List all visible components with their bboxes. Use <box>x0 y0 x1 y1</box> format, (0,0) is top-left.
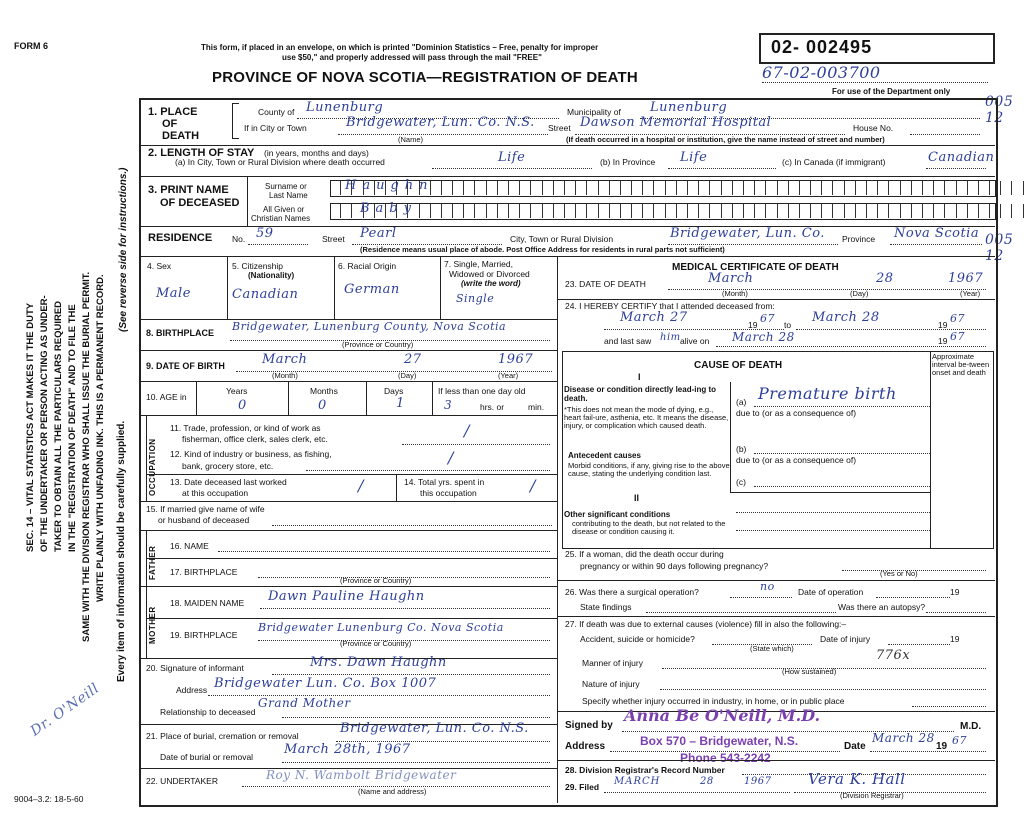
place-label-1: 1. PLACE <box>148 106 198 118</box>
stay-b-value: Life <box>680 150 708 165</box>
age-label: 10. AGE in <box>146 392 187 402</box>
due-to-b: due to (or as a consequence of) <box>736 455 857 465</box>
birthplace-label: 8. BIRTHPLACE <box>146 328 215 338</box>
findings-label: State findings <box>580 602 632 612</box>
citizenship-value: Canadian <box>232 287 299 302</box>
age-months: 0 <box>318 398 327 413</box>
manner-value: 776x <box>876 648 911 663</box>
informant-label: 20. Signature of informant <box>146 663 244 673</box>
state-which-caption: (State which) <box>750 644 794 653</box>
accident-label: Accident, suicide or homicide? <box>580 634 695 644</box>
last-saw-date: March 28 <box>732 330 795 344</box>
from-year: 67 <box>760 312 775 325</box>
street-value: Dawson Memorial Hospital <box>580 115 772 130</box>
cause-of-death-title: CAUSE OF DEATH <box>694 360 783 371</box>
dob-year-caption: (Year) <box>498 371 519 380</box>
occ-12-mark: / <box>448 448 454 467</box>
injury-year-prefix: 19 <box>950 634 960 644</box>
act-line-2: OF THE UNDERTAKER OR PERSON ACTING AS UNDER- <box>39 295 50 552</box>
informant-signature: Mrs. Dawn Haughn <box>310 655 447 670</box>
specify-label: Specify whether injury occurred in industry, in home, or in public place <box>582 696 845 706</box>
due-to-a: due to (or as a consequence of) <box>736 408 857 418</box>
margin-code-res-2: 12 <box>985 248 1004 264</box>
maiden-name-value: Dawn Pauline Haughn <box>268 589 425 604</box>
last-saw-year-prefix: 19 <box>938 336 948 346</box>
marital-label-2: Widowed or Divorced <box>449 269 530 279</box>
stay-a-label: (a) In City, Town or Rural Division where death occurred <box>175 157 385 167</box>
reverse-side-note: (See reverse side for instructions.) <box>118 167 129 332</box>
signature-date-label: Date <box>844 741 866 752</box>
hrs-label: hrs. or <box>480 402 505 412</box>
act-line-4: IN THE "REGISTRATION OF DEATH" AND TO FILE THE <box>67 304 78 552</box>
marital-value: Single <box>456 292 495 305</box>
occ-13-mark: / <box>358 476 364 495</box>
medical-certificate-title: MEDICAL CERTIFICATE OF DEATH <box>672 262 839 273</box>
residence-label: RESIDENCE <box>148 232 213 244</box>
place-label-2: OF <box>162 118 178 130</box>
burial-place-label: 21. Place of burial, cremation or removal <box>146 731 299 741</box>
wife-label-2: or husband of deceased <box>158 515 250 525</box>
residence-street: Pearl <box>360 226 397 241</box>
months-label: Months <box>310 386 338 396</box>
physician-phone: Phone 543-2242 <box>680 751 771 765</box>
wife-label-1: 15. If married give name of wife <box>146 504 265 514</box>
last-saw-him: him <box>660 332 681 343</box>
days-label: Days <box>384 386 404 396</box>
to-year-prefix: 19 <box>938 320 948 330</box>
age-hrs: 3 <box>444 398 453 412</box>
occ-14-mark: / <box>530 476 536 495</box>
father-name-label: 16. NAME <box>170 541 209 551</box>
mother-side-label: MOTHER <box>148 606 157 644</box>
residence-province: Nova Scotia <box>894 226 980 241</box>
occupation-side-label: OCCUPATION <box>148 438 157 496</box>
sex-label: 4. Sex <box>147 261 172 271</box>
residence-province-label: Province <box>842 234 876 244</box>
dob-day-caption: (Day) <box>398 371 417 380</box>
min-label: min. <box>528 402 545 412</box>
act-line-6: WRITE PLAINLY WITH UNFADING INK. THIS IS A PERMANENT RECORD. <box>95 274 106 602</box>
q27-label: 27. If death was due to external causes (violence) fill in also the following:– <box>565 619 847 629</box>
margin-signature: Dr. O'Neill <box>27 680 103 740</box>
how-sustained-caption: (How sustained) <box>782 667 837 676</box>
undertaker-caption: (Name and address) <box>358 787 427 796</box>
form-title: PROVINCE OF NOVA SCOTIA—REGISTRATION OF DEATH <box>212 69 638 86</box>
undertaker-value: Roy N. Wambolt Bridgewater <box>266 768 457 782</box>
municipality-label: Municipality of <box>567 107 621 117</box>
relationship-label: Relationship to deceased <box>160 707 256 717</box>
q25-line2: pregnancy or within 90 days following pregnancy? <box>580 561 769 571</box>
q26-value: no <box>760 580 775 593</box>
dod-year-caption: (Year) <box>960 289 981 298</box>
autopsy-label: Was there an autopsy? <box>838 602 926 612</box>
cause-c-label: (c) <box>736 477 746 487</box>
mail-notice-line1: This form, if placed in an envelope, on which is printed "Dominion Statistics – Free, penalty for improper <box>201 43 599 52</box>
city-label: If in City or Town <box>244 123 307 133</box>
dob-month: March <box>262 352 308 367</box>
father-side-label: FATHER <box>148 545 157 580</box>
residence-note: (Residence means usual place of abode. Post Office Address for residents in rural parts not sufficient) <box>360 245 725 254</box>
margin-code-top-2: 12 <box>985 110 1004 126</box>
informant-address: Bridgewater Lun. Co. Box 1007 <box>214 676 437 691</box>
residence-no-label: No. <box>232 234 246 244</box>
md-suffix: M.D. <box>960 721 982 732</box>
marital-label-1: 7. Single, Married, <box>444 259 513 269</box>
injury-date-label: Date of injury <box>820 634 871 644</box>
dod-label: 23. DATE OF DEATH <box>565 279 646 289</box>
racial-label: 6. Racial Origin <box>338 261 397 271</box>
last-saw-year: 67 <box>950 330 965 343</box>
father-birthplace-caption: (Province or Country) <box>340 576 412 585</box>
occ-13-line2: at this occupation <box>182 488 249 498</box>
attended-from: March 27 <box>620 310 688 325</box>
print-name-label-1: 3. PRINT NAME <box>148 184 229 196</box>
occ-14-line1: 14. Total yrs. spent in <box>404 477 485 487</box>
municipality-value: Lunenburg <box>650 100 728 115</box>
every-item-note: Every item of information should be carefully supplied. <box>116 420 127 682</box>
mail-notice-line2: use $50," and properly addressed will pass through the mail "FREE" <box>282 53 542 62</box>
name-caption: (Name) <box>398 135 424 144</box>
antecedent-label: Antecedent causes <box>568 451 641 460</box>
registration-number-box <box>759 33 995 64</box>
stay-c-label: (c) In Canada (if immigrant) <box>782 157 886 167</box>
roman-one: I <box>638 372 641 382</box>
dob-label: 9. DATE OF BIRTH <box>146 361 225 371</box>
place-label-3: DEATH <box>162 130 200 142</box>
signature-date: March 28 <box>872 731 935 745</box>
dod-year: 1967 <box>948 271 984 286</box>
department-number: 67-02-003700 <box>762 63 881 82</box>
form-code: 9004–3.2: 18-5-60 <box>14 794 84 804</box>
surname-label-1: Surname or <box>265 182 307 191</box>
undertaker-label: 22. UNDERTAKER <box>146 776 218 786</box>
burial-date-value: March 28th, 1967 <box>284 742 411 757</box>
residence-city: Bridgewater, Lun. Co. <box>670 226 825 241</box>
last-saw-label: and last saw <box>604 336 652 346</box>
disease-note: *This does not mean the mode of dying, e.g., heart fail-ure, asthenia, etc. It means the disease, injury, or complication which caused death. <box>564 405 729 430</box>
residence-city-label: City, Town or Rural Division <box>510 234 614 244</box>
stay-a-value: Life <box>498 150 526 165</box>
act-line-5: SAME WITH THE DIVISION REGISTRAR WHO SHALL ISSUE THE BURIAL PERMIT. <box>81 271 92 642</box>
citizenship-label: 5. Citizenship <box>232 261 284 271</box>
certify-label: 24. I HEREBY CERTIFY that I attended deceased from: <box>565 301 775 311</box>
registration-number: 02- 002495 <box>771 37 873 57</box>
attended-to: March 28 <box>812 310 880 325</box>
county-value: Lunenburg <box>306 100 384 115</box>
dob-year: 1967 <box>498 352 534 367</box>
given-label-1: All Given or <box>263 205 305 214</box>
surname-label-2: Last Name <box>269 191 308 200</box>
less-than-day-label: If less than one day old <box>438 386 526 396</box>
racial-value: German <box>344 282 400 297</box>
to-year: 67 <box>950 312 965 325</box>
alive-on-label: alive on <box>680 336 710 346</box>
hospital-note: (If death occurred in a hospital or institution, give the name instead of street and number) <box>566 135 885 144</box>
nature-label: Nature of injury <box>582 679 640 689</box>
residence-street-label: Street <box>322 234 345 244</box>
dob-day: 27 <box>404 352 422 367</box>
signature-year: 67 <box>952 734 967 747</box>
surname-value: Haughn <box>345 178 434 193</box>
antecedent-note: Morbid conditions, if any, giving rise to the above cause, stating the underlying condition last. <box>568 461 730 478</box>
length-hint: (in years, months and days) <box>264 148 369 158</box>
signature-year-prefix: 19 <box>936 741 948 752</box>
sex-value: Male <box>156 286 191 301</box>
physician-address: Box 570 – Bridgewater, N.S. <box>640 734 799 748</box>
filed-day: 28 <box>700 776 714 787</box>
other-conditions-note: contributing to the death, but not related to the disease or condition causing it. <box>572 519 726 536</box>
cause-a-value: Premature birth <box>758 384 897 403</box>
act-line-3: TAKER TO OBTAIN ALL THE PARTICULARS REQUIRED <box>53 300 64 552</box>
burial-place-value: Bridgewater, Lun. Co. N.S. <box>340 721 529 736</box>
roman-two: II <box>634 493 640 503</box>
print-name-label-2: OF DECEASED <box>160 197 240 209</box>
occ-12-line1: 12. Kind of industry or business, as fishing, <box>170 449 332 459</box>
mother-birthplace-value: Bridgewater Lunenburg Co. Nova Scotia <box>258 621 504 634</box>
disease-label: Disease or condition directly lead-ing to death. <box>564 385 717 403</box>
margin-code-res: 005 <box>985 232 1014 248</box>
dod-day: 28 <box>876 271 894 286</box>
age-years: 0 <box>238 398 247 413</box>
father-birthplace-label: 17. BIRTHPLACE <box>170 567 238 577</box>
q25-line1: 25. If a woman, did the death occur during <box>565 549 724 559</box>
to-label: to <box>784 320 792 330</box>
marital-label-3: (write the word) <box>461 279 521 288</box>
house-label: House No. <box>853 123 894 133</box>
form-number: FORM 6 <box>14 41 49 51</box>
address-label: Address <box>565 741 606 752</box>
stay-c-value: Canadian <box>928 150 995 165</box>
birthplace-caption: (Province or Country) <box>342 340 414 349</box>
birthplace-value: Bridgewater, Lunenburg County, Nova Scotia <box>232 320 507 333</box>
record-number-label: 28. Division Registrar's Record Number <box>565 765 725 775</box>
mother-birthplace-caption: (Province or Country) <box>340 639 412 648</box>
filed-month: MARCH <box>614 776 661 787</box>
filed-label: 29. Filed <box>565 782 600 792</box>
registrar-caption: (Division Registrar) <box>840 791 904 800</box>
operation-year-prefix: 19 <box>950 587 960 597</box>
stay-b-label: (b) In Province <box>600 157 656 167</box>
registrar-signature: Vera K. Hall <box>808 770 906 788</box>
signed-by-label: Signed by <box>565 720 613 731</box>
cause-a-label: (a) <box>736 397 747 407</box>
years-label: Years <box>226 386 248 396</box>
cause-b-label: (b) <box>736 444 747 454</box>
dod-month: March <box>708 271 754 286</box>
manner-label: Manner of injury <box>582 658 643 668</box>
q26-label: 26. Was there a surgical operation? <box>565 587 699 597</box>
given-label-2: Christian Names <box>251 214 311 223</box>
filed-year: 1967 <box>744 776 772 787</box>
occ-11-line2: fisherman, office clerk, sales clerk, etc. <box>182 434 328 444</box>
department-only-note: For use of the Department only <box>832 87 951 96</box>
operation-date-label: Date of operation <box>798 587 864 597</box>
occ-12-line2: bank, grocery store, etc. <box>182 461 274 471</box>
dod-day-caption: (Day) <box>850 289 869 298</box>
dob-month-caption: (Month) <box>272 371 298 380</box>
burial-date-label: Date of burial or removal <box>160 752 254 762</box>
occ-11-mark: / <box>464 421 470 440</box>
occ-11-line1: 11. Trade, profession, or kind of work as <box>170 423 321 433</box>
citizenship-sub: (Nationality) <box>248 271 295 280</box>
relationship-value: Grand Mother <box>258 696 351 710</box>
other-conditions-label: Other significant conditions <box>564 510 671 519</box>
mother-birthplace-label: 19. BIRTHPLACE <box>170 630 238 640</box>
given-name-value: Baby <box>360 201 417 216</box>
county-label: County of <box>258 107 295 117</box>
length-of-stay-label: 2. LENGTH OF STAY <box>148 147 255 159</box>
informant-address-label: Address <box>176 685 208 695</box>
act-line-1: SEC. 14 – VITAL STATISTICS ACT MAKES IT THE DUTY <box>25 302 36 552</box>
physician-signature: Anna Be O'Neill, M.D. <box>624 706 821 725</box>
margin-code-top: 005 <box>985 94 1014 110</box>
occ-13-line1: 13. Date deceased last worked <box>170 477 287 487</box>
occ-14-line2: this occupation <box>420 488 477 498</box>
residence-no: 59 <box>256 226 274 241</box>
maiden-name-label: 18. MAIDEN NAME <box>170 598 245 608</box>
q25-yes-no-caption: (Yes or No) <box>880 569 918 578</box>
dod-month-caption: (Month) <box>722 289 748 298</box>
interval-label: Approximate interval be-tween onset and death <box>932 352 990 377</box>
age-days: 1 <box>396 396 405 411</box>
street-label: Street <box>548 123 571 133</box>
city-value: Bridgewater, Lun. Co. N.S. <box>346 115 535 130</box>
from-year-prefix: 19 <box>748 320 758 330</box>
